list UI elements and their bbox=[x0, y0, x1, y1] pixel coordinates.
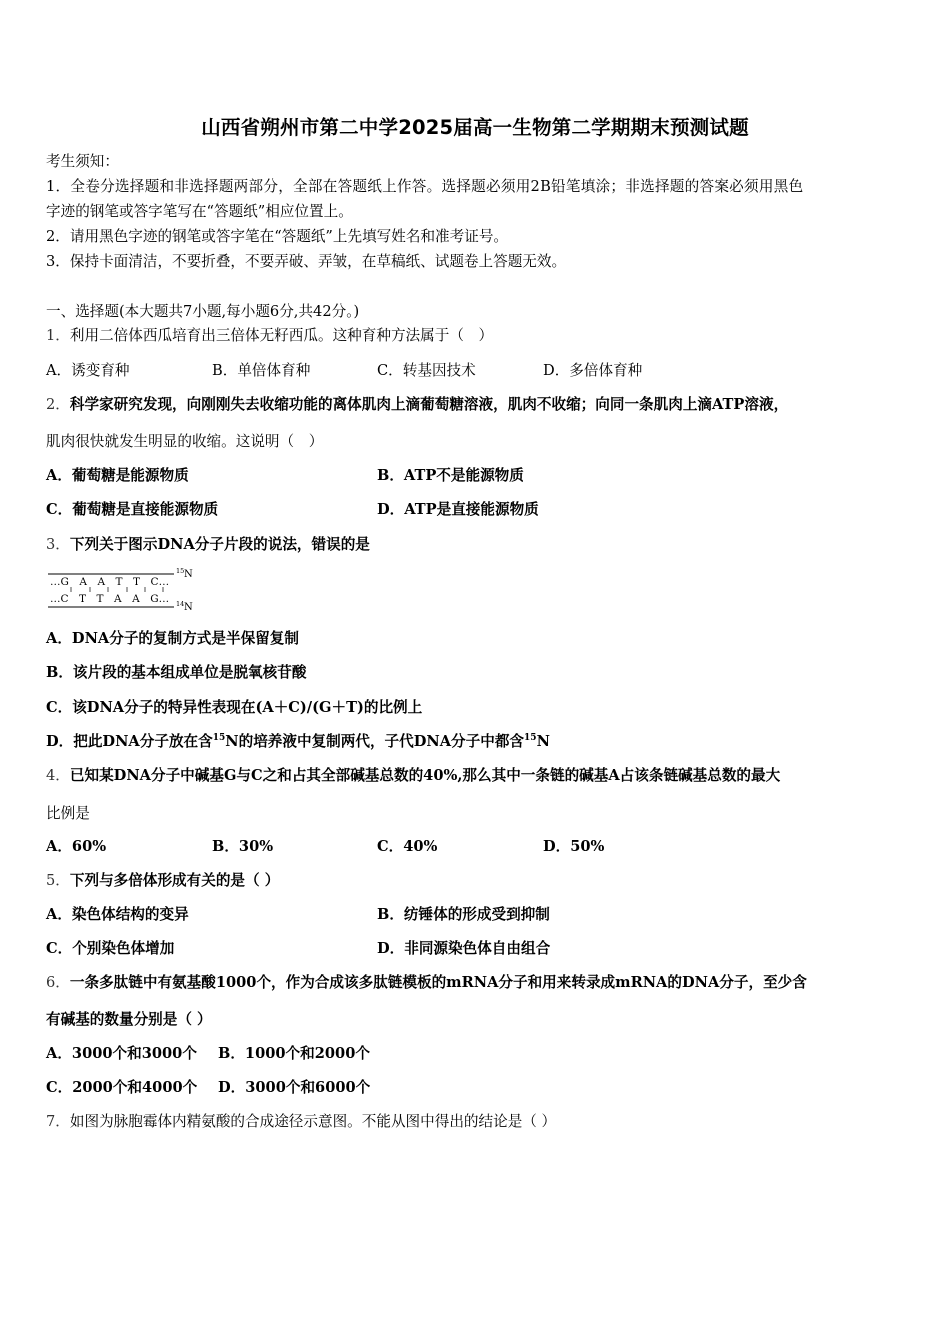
q2-option-b: B．ATP不是能源物质 bbox=[377, 467, 524, 484]
q6-option-b: B．1000个和2000个 bbox=[218, 1045, 370, 1062]
question-number: 1． bbox=[46, 327, 70, 344]
notice-item-1-cont: 字迹的钢笔或答字笔写在“答题纸”相应位置上。 bbox=[46, 203, 353, 220]
question-text: 科学家研究发现，向刚刚失去收缩功能的离体肌肉上滴葡萄糖溶液，肌肉不收缩；向同一条肌肉上滴ATP溶液， bbox=[69, 396, 789, 413]
q4-option-a: A．60% bbox=[46, 838, 107, 855]
notice-item-2: 2．请用黑色字迹的钢笔或答字笔在“答题纸”上先填写姓名和准考证号。 bbox=[46, 228, 509, 245]
question-number: 6． bbox=[46, 974, 70, 991]
q6-option-a: A．3000个和3000个 bbox=[46, 1045, 197, 1062]
q1-option-a: A．诱变育种 bbox=[46, 362, 130, 379]
question-5 bbox=[46, 871, 279, 891]
notice-heading: 考生须知： bbox=[46, 153, 119, 170]
question-number: 4． bbox=[46, 767, 70, 784]
q1-option-d: D．多倍体育种 bbox=[543, 362, 643, 379]
section-heading: 一、选择题(本大题共7小题,每小题6分,共42分。) bbox=[46, 303, 360, 320]
question-6-cont: 有碱基的数量分别是（ ） bbox=[46, 1011, 212, 1028]
q1-option-c: C．转基因技术 bbox=[377, 362, 476, 379]
q3-option-c: C．该DNA分子的特异性表现在(A＋C)/(G＋T)的比例上 bbox=[46, 699, 423, 716]
q4-option-d: D．50% bbox=[543, 838, 605, 855]
bottom-isotope-mass: 14 bbox=[176, 600, 185, 608]
question-4-cont: 比例是 bbox=[46, 805, 90, 822]
q5-option-d: D．非同源染色体自由组合 bbox=[377, 940, 551, 957]
notice-item-1: 1．全卷分选择题和非选择题两部分，全部在答题纸上作答。选择题必须用2B铅笔填涂；非选择题的答案必须用黑色 bbox=[46, 178, 804, 195]
q3-option-d-part1: D．把此DNA分子放在含 bbox=[46, 733, 213, 750]
q3-option-b: B．该片段的基本组成单位是脱氧核苷酸 bbox=[46, 664, 307, 681]
question-number: 7． bbox=[46, 1113, 70, 1130]
isotope-superscript: 15 bbox=[524, 733, 537, 743]
question-text: 一条多肽链中有氨基酸1000个，作为合成该多肽链模板的mRNA分子和用来转录成mRNA的DNA分子，至少含 bbox=[69, 974, 807, 991]
q3-option-d-part3: N bbox=[536, 733, 550, 750]
q3-option-d bbox=[46, 732, 550, 752]
question-text: 已知某DNA分子中碱基G与C之和占其全部碱基总数的40%,那么其中一条链的碱基A占该条链碱基总数的最大 bbox=[69, 767, 781, 784]
q5-option-c: C．个别染色体增加 bbox=[46, 940, 175, 957]
q4-option-b: B．30% bbox=[212, 838, 274, 855]
question-1 bbox=[46, 326, 493, 346]
question-text: 下列与多倍体形成有关的是（ ） bbox=[69, 872, 280, 889]
question-3 bbox=[46, 535, 370, 555]
q5-option-b: B．纺锤体的形成受到抑制 bbox=[377, 906, 550, 923]
q4-option-c: C．40% bbox=[377, 838, 438, 855]
question-6 bbox=[46, 973, 807, 993]
isotope-superscript: 15 bbox=[212, 733, 226, 743]
question-number: 3． bbox=[46, 536, 70, 553]
q6-option-d: D．3000个和6000个 bbox=[218, 1079, 371, 1096]
q2-option-a: A．葡萄糖是能源物质 bbox=[46, 467, 189, 484]
question-text: 如图为脉胞霉体内精氨酸的合成途径示意图。不能从图中得出的结论是（ ） bbox=[69, 1113, 557, 1130]
question-4 bbox=[46, 766, 780, 786]
top-isotope-mass: 15 bbox=[176, 567, 185, 575]
q2-option-c: C．葡萄糖是直接能源物质 bbox=[46, 501, 219, 518]
bottom-isotope-label: N bbox=[184, 602, 193, 611]
top-isotope-label: N bbox=[184, 569, 193, 580]
question-text: 利用二倍体西瓜培育出三倍体无籽西瓜。这种育种方法属于（ ） bbox=[69, 327, 494, 344]
q3-option-a: A．DNA分子的复制方式是半保留复制 bbox=[46, 630, 299, 647]
q6-option-c: C．2000个和4000个 bbox=[46, 1079, 198, 1096]
exam-title: 山西省朔州市第二中学2025届高一生物第二学期期末预测试题 bbox=[201, 116, 749, 139]
question-2 bbox=[46, 395, 788, 415]
q2-option-d: D．ATP是直接能源物质 bbox=[377, 501, 539, 518]
question-7 bbox=[46, 1112, 556, 1132]
question-2-cont: 肌肉很快就发生明显的收缩。这说明（ ） bbox=[46, 433, 324, 450]
q1-option-b: B．单倍体育种 bbox=[212, 362, 311, 379]
bottom-strand-bases: …C T T A A G… bbox=[50, 593, 170, 605]
question-number: 2． bbox=[46, 396, 70, 413]
q5-option-a: A．染色体结构的变异 bbox=[46, 906, 189, 923]
dna-fragment-figure bbox=[46, 565, 206, 611]
top-strand-bases: …G A A T T C… bbox=[50, 576, 170, 588]
q3-option-d-part2: N的培养液中复制两代，子代DNA分子中都含 bbox=[225, 733, 525, 750]
question-number: 5． bbox=[46, 872, 70, 889]
question-text: 下列关于图示DNA分子片段的说法，错误的是 bbox=[69, 536, 370, 553]
notice-item-3: 3．保持卡面清洁，不要折叠，不要弄破、弄皱，在草稿纸、试题卷上答题无效。 bbox=[46, 253, 567, 270]
